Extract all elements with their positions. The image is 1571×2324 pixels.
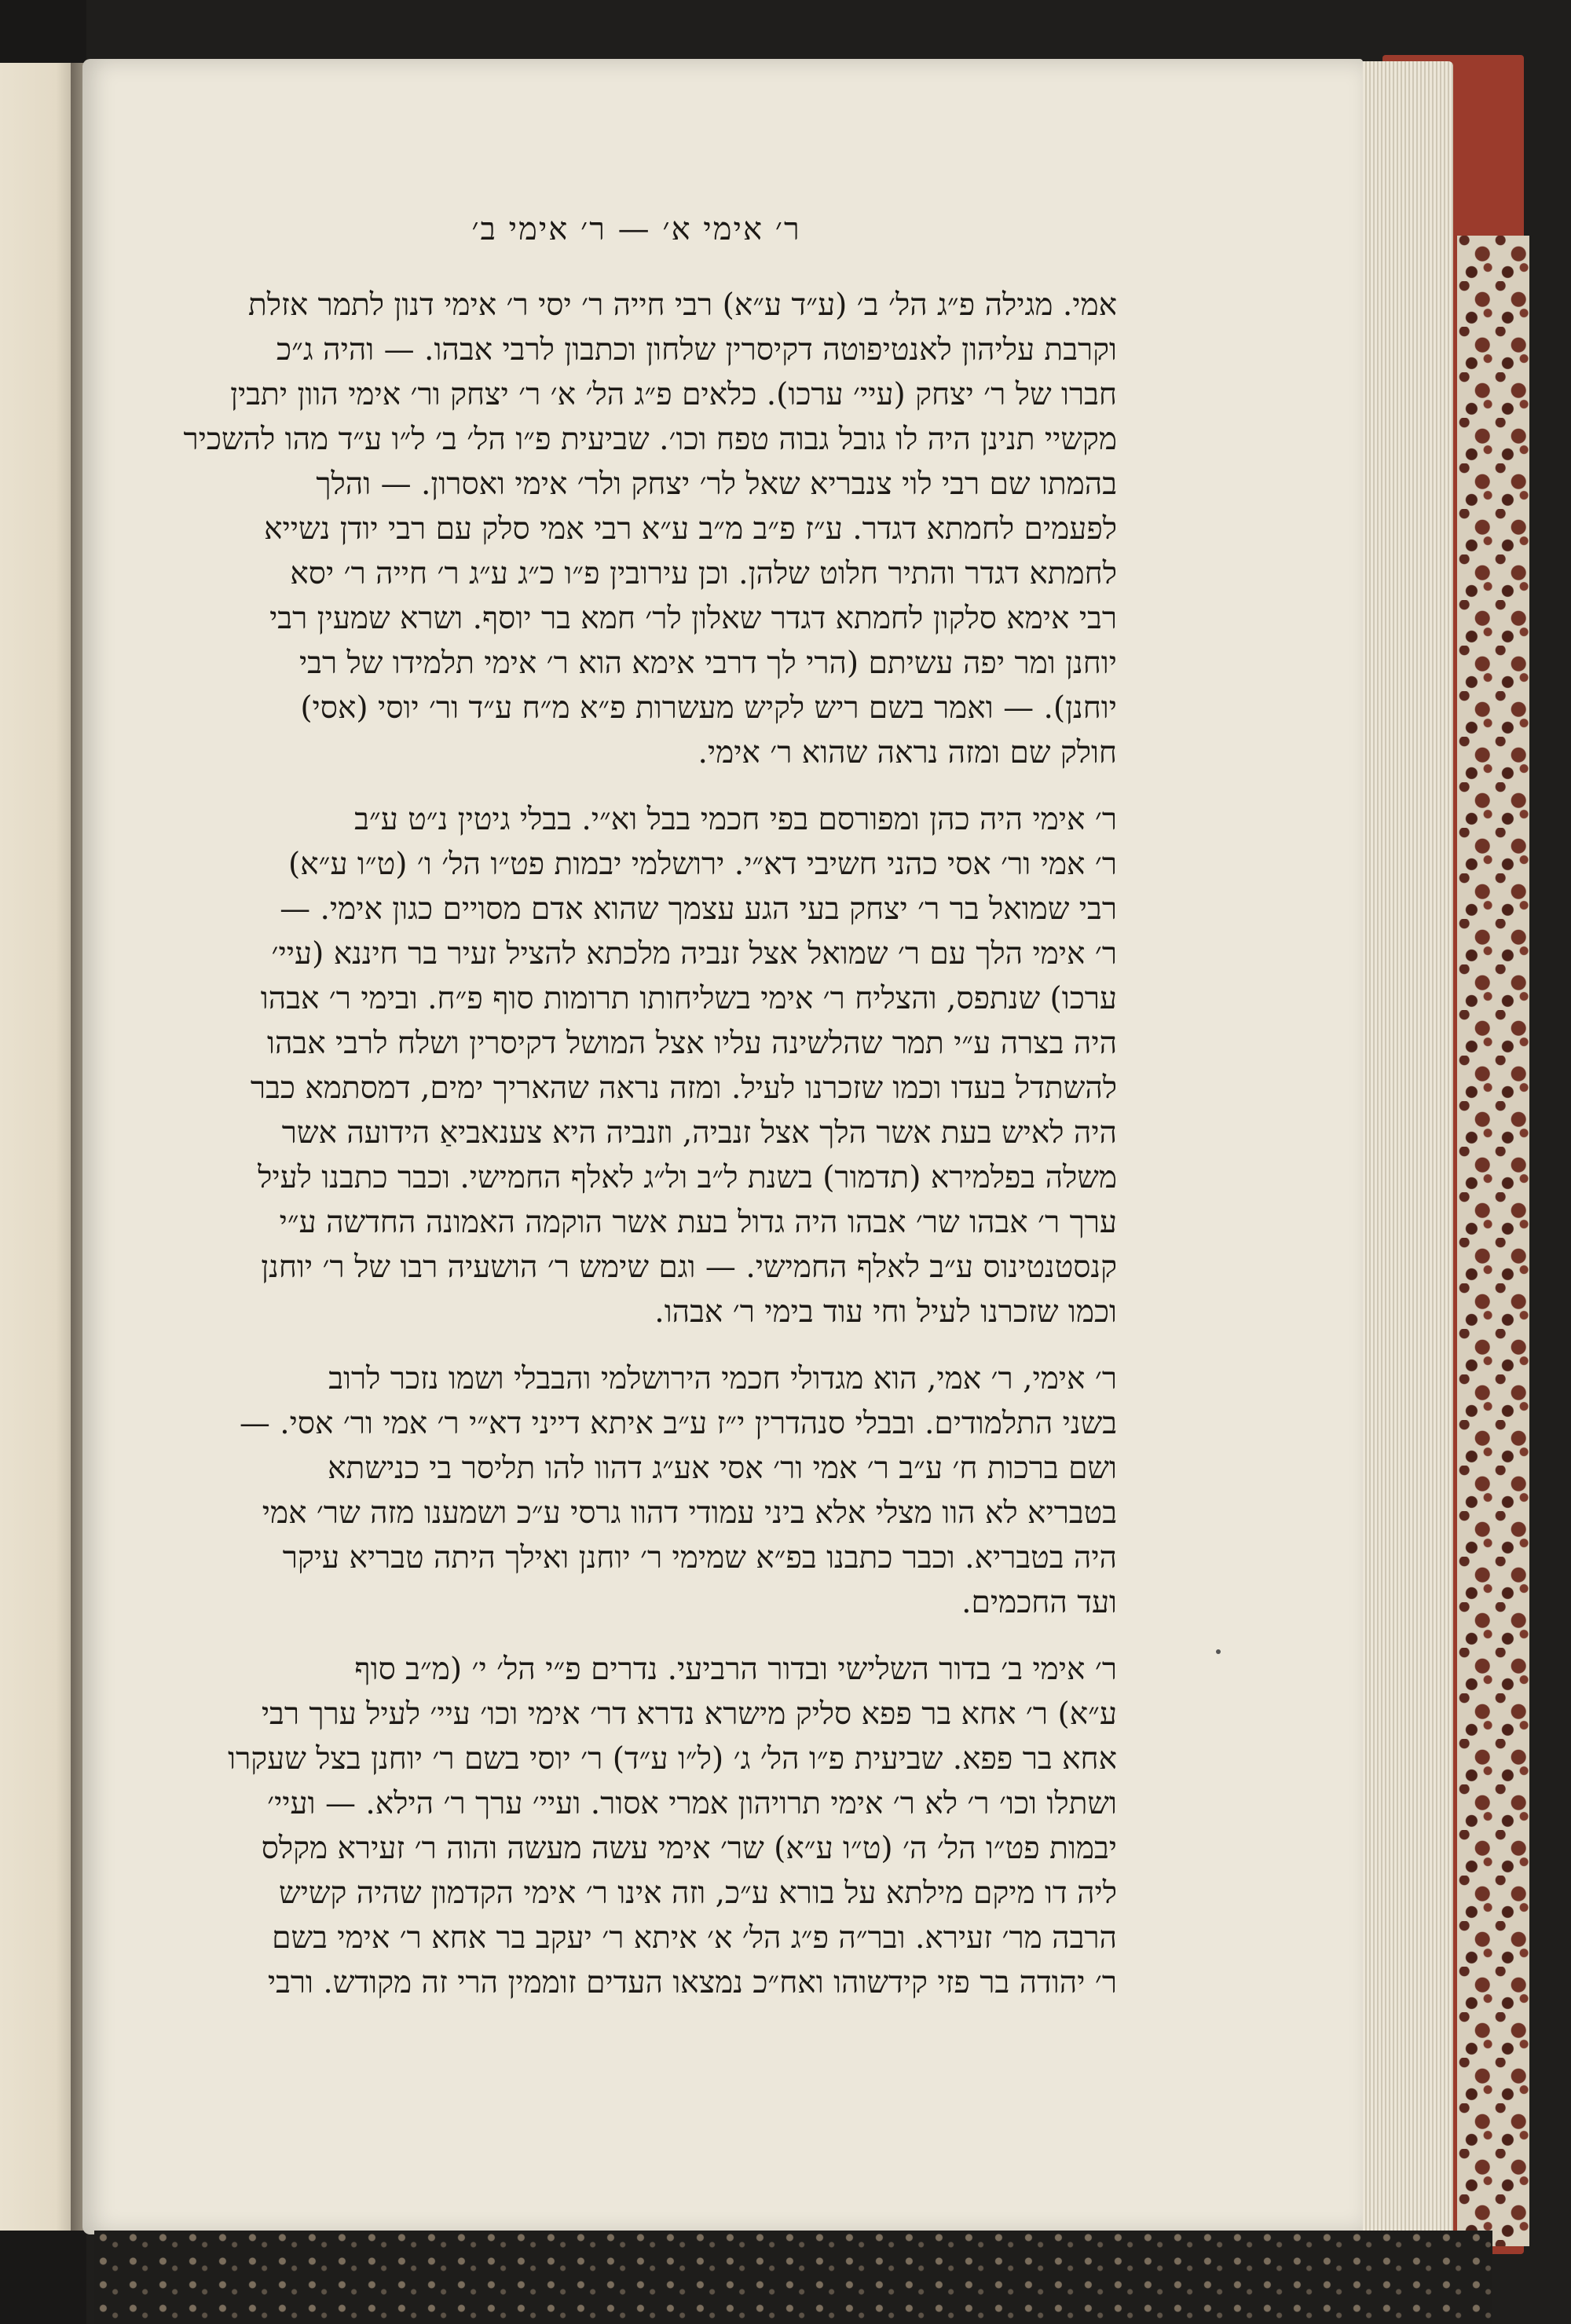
text-line: לחמתא דגדר והתיר חלוט שלהן. וכן עירובין פ״ו כ״ג ע״ג ר׳ חייה ר׳ יסא [290, 556, 1117, 591]
text-line: ושם ברכות ח׳ ע״ב ר׳ אמי ור׳ אסי אע״ג דהוו להו תליסר בי כנישתא [328, 1451, 1117, 1486]
text-line: רבי שמואל בר ר׳ יצחק בעי הגע עצמך שהוא אדם מסויים כגון אימי. — [280, 891, 1117, 927]
text-line: ר׳ אימי היה כהן ומפורסם בפי חכמי בבל וא״י. בבלי גיטין נ״ט ע״ב [354, 802, 1117, 837]
text-line: ערך ר׳ אבהו שר׳ אבהו היה גדול בעת אשר הוקמה האמונה החדשה ע״י [279, 1205, 1117, 1240]
text-line: היה בצרה ע״י תמר שהלשינה עליו אצל המושל דקיסרין ושלח לרבי אבהו [267, 1026, 1117, 1061]
text-line: חולק שם ומזה נראה שהוא ר׳ אימי. [698, 735, 1117, 770]
text-line: בטבריא לא הוו מצלי אלא ביני עמודי דהוו גרסי ע״כ ושמענו מזה שר׳ אמי [262, 1495, 1117, 1531]
running-head: ר׳ אימי א׳ — ר׳ אימי ב׳ [471, 211, 801, 247]
text-line: היה בטבריא. וכבר כתבנו בפ״א שמימי ר׳ יוחנן ואילך היתה טבריא עיקר [282, 1540, 1117, 1576]
text-line: בשני התלמודים. ובבלי סנהדרין י״ז ע״ב איתא דייני דא״י ר׳ אמי ור׳ אסי. — [239, 1406, 1117, 1441]
paragraph [118, 797, 1117, 1334]
text-line: יוחנן ומר יפה עשיתם (הרי לך דרבי אימא הוא ר׳ אימי תלמידו של רבי [298, 646, 1117, 681]
text-line: וקרבת עליהון לאנטיפוטה דקיסרין שלחון וכתבון לרבי אבהו. — והיה ג״כ [276, 332, 1117, 368]
text-line: קנסטנטינוס ע״ב לאלף החמישי. — וגם שימש ר׳ הושעיה רבו של ר׳ יוחנן [261, 1250, 1117, 1285]
text-line: חברו של ר׳ יצחק (עיי׳ ערכו). כלאים פ״ג הל׳ א׳ ר׳ יצחק ור׳ אימי הוון יתבין [230, 377, 1117, 412]
text-line: ר׳ אמי ור׳ אסי כהני חשיבי דא״י. ירושלמי יבמות פט״ו הל׳ ו׳ (ט״ו ע״א) [288, 847, 1117, 882]
paragraph [118, 1356, 1117, 1625]
text-line: ר׳ אימי ב׳ בדור השלישי ובדור הרביעי. נדרים פ״י הל׳ י׳ (מ״ב סוף [354, 1652, 1117, 1687]
ink-dot [1216, 1649, 1221, 1654]
text-line: אמי. מגילה פ״ג הל׳ ב׳ (ע״ד ע״א) רבי חייה ר׳ יסי ר׳ אימי דנון לתמר אזלת [247, 287, 1117, 323]
text-line: יוחנן). — ואמר בשם ריש לקיש מעשרות פ״א מ״ח ע״ד ור׳ יוסי (אסי) [300, 690, 1117, 726]
text-line: רבי אימא סלקון לחמתא דגדר שאלון לר׳ חמא בר יוסף. ושרא שמעין רבי [269, 601, 1117, 636]
text-line: ערכו) שנתפס, והצליח ר׳ אימי בשליחותו תרומות סוף פ״ח. ובימי ר׳ אבהו [260, 981, 1117, 1016]
text-line: ועד החכמים. [961, 1585, 1117, 1620]
marbled-endpaper [1457, 236, 1529, 2246]
paragraph [118, 283, 1117, 775]
text-line: ר׳ יהודה בר פזי קידשוהו ואח״כ נמצאו העדים זוממין הרי זה מקודש. ורבי [267, 1965, 1117, 2000]
text-line: ושתלו וכו׳ ר׳ לא ר׳ אימי תרויהון אמרי אסור. ועיי׳ ערך ר׳ הילא. — ועיי׳ [267, 1786, 1117, 1821]
text-line: יבמות פט״ו הל׳ ה׳ (ט״ו ע״א) שר׳ אימי עשה מעשה והוה ר׳ זעירא מקלס [261, 1831, 1117, 1866]
text-line: וכמו שזכרנו לעיל וחי עוד בימי ר׳ אבהו. [654, 1294, 1117, 1330]
previous-page-edge [0, 63, 80, 2231]
text-line: להשתדל בעדו וכמו שזכרנו לעיל. ומזה נראה שהאריך ימים, דמסתמא כבר [250, 1071, 1117, 1106]
text-line: הרבה מר׳ זעירא. ובר״ה פ״ג הל׳ א׳ איתא ר׳ יעקב בר אחא ר׳ אימי בשם [272, 1920, 1117, 1956]
text-line: ר׳ אימי הלך עם ר׳ שמואל אצל זנביה מלכתא להציל זעיר בר חיננא (עיי׳ [271, 936, 1117, 972]
text-line: ר׳ אימי, ר׳ אמי, הוא מגדולי חכמי הירושלמי והבבלי ושמו נזכר לרוב [328, 1361, 1117, 1396]
text-line: ע״א) ר׳ אחא בר פפא סליק מישרא נדרא דר׳ אימי וכו׳ עיי׳ לעיל ערך רבי [261, 1696, 1117, 1732]
text-line: משלה בפלמירא (תדמור) בשנת ל״ב ול״ג לאלף החמישי. וכבר כתבנו לעיל [258, 1160, 1117, 1195]
text-line: היה לאיש בעת אשר הלך אצל זנביה, וזנביה היא צענאביאַ הידועה אשר [281, 1115, 1117, 1151]
text-line: אחא בר פפא. שביעית פ״ו הל׳ ג׳ (ל״ו ע״ד) ר׳ יוסי בשם ר׳ יוחנן בצל שעקרו [228, 1741, 1117, 1777]
bottom-edge [94, 2231, 1492, 2324]
page-body-text [118, 283, 1117, 2027]
text-line: ליה דו מיקם מילתא על בורא ע״כ, וזה אינו ר׳ אימי הקדמון שהיה קשיש [279, 1876, 1117, 1911]
text-line: לפעמים לחמתא דגדר. ע״ז פ״ב מ״ב ע״א רבי אמי סלק עם רבי יודן נשייא [264, 511, 1117, 547]
text-line: מקשיי תנינן היה לו גובל גבוה טפח וכו׳. שביעית פ״ו הל׳ ב׳ ל״ו ע״ד מהו להשכיר [183, 422, 1117, 457]
paragraph [118, 1647, 1117, 2005]
text-line: בהמתו שם רבי לוי צנבריא שאל לר׳ יצחק ולר׳ אימי ואסרון. — והלך [316, 467, 1117, 502]
